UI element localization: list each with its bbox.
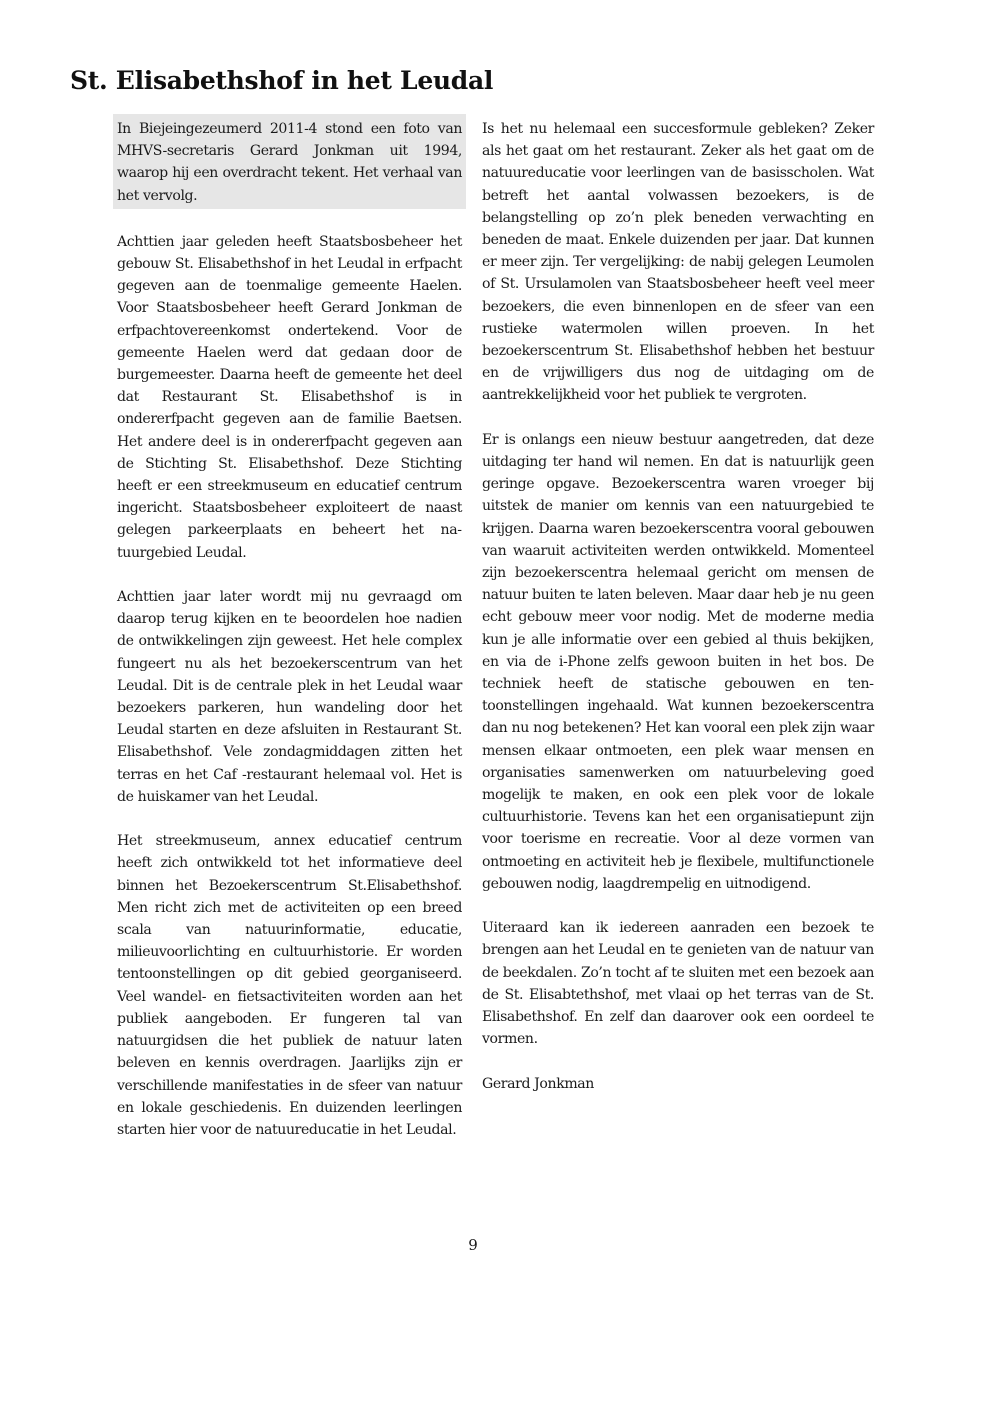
body-paragraph: Achttien jaar later wordt mij nu gevraagd om daarop terug kijken en te beoordelen hoe nadien de ontwikkelingen zijn geweest. Het hele complex fungeert nu als het bezoekerscentrum van het Leudal. Dit is de centrale plek in het Leudal waar bezoekers parkeren, hun wandeling door het Leudal starten en deze afsluiten in Restaurant St. Elisabethshof. Vele zondagmiddagen zitten het terras en het Caf -restaurant helemaal vol. Het is de huiskamer van het Leudal. [117, 589, 462, 805]
body-paragraph: Achttien jaar geleden heeft Staatsbosbeheer het gebouw St. Elisabethshof in het Leudal in erfpacht gegeven aan de toenmalige gemeente Haelen. Voor Staatsbosbeheer heeft Gerard Jonkman de erfpachtovereenkomst ondertekend. Voor de gemeente Haelen werd dat gedaan door de burgemeester. Daarna heeft de gemeente het deel dat Restaurant St. Elisabethshof is in ondererfpacht gegeven aan de familie Baetsen. Het andere deel is in ondererfpacht gegeven aan de Stichting St. Elisabethshof. Deze Stichting heeft er een streekmuseum en educatief centrum ingericht. Staatsbosbeheer exploiteert de naast gelegen parkeerplaats en beheert het natuurgebied Leudal. [117, 233, 462, 561]
body-paragraph: Er is onlangs een nieuw bestuur aangetreden, dat deze uitdaging ter hand wil nemen. En dat is natuurlijk geen geringe opgave. Bezoekerscentra waren vroeger bij uitstek de manier om kennis van een natuurgebied te krijgen. Daarna waren bezoekerscentra vooral gebouwen van waaruit activiteiten werden ontwikkeld. Momenteel zijn bezoekerscentra helemaal gericht om mensen de natuur buiten te laten beleven. Maar daar heb je nu geen echt gebouw meer voor nodig. Met de moderne media kun je alle informatie over een gebied al thuis bekijken, en via de i-Phone zelfs gewoon buiten in het bos. De techniek heeft de statische gebouwen en tentoonstellingen ingehaald. Wat kunnen bezoekerscentra dan nu nog betekenen? Het kan vooral een plek zijn waar mensen elkaar ontmoeten, een plek waar mensen en organisaties samenwerken om natuurbeleving goed mogelijk te maken, en ook een plek voor de lokale cultuurhistorie. Tevens kan het een organisatiepunt zijn voor toerisme en recreatie. Voor al deze vormen van ontmoeting en activiteit heb je flexibele, multifunctionele gebouwen nodig, laagdrempelig en uitnodigend. [482, 431, 874, 892]
article-title: St. Elisabethshof in het Leudal [70, 66, 494, 95]
body-paragraph: Is het nu helemaal een succesformule gebleken? Zeker als het gaat om het restaurant. Zeker als het gaat om de natuureducatie voor leerlingen van de basisscholen. Wat betreft het aantal volwassen bezoekers, is de belangstelling op zo’n plek beneden verwachting en beneden de maat. Enkele duizenden per jaar. Dat kunnen er meer zijn. Ter vergelijking: de nabij gelegen Leumolen of St. Ursulamolen van Staatsbosbeheer heeft veel meer bezoekers, die even binnenlopen en de sfeer van een rustieke watermolen willen proeven. In het bezoekerscentrum St. Elisabethshof hebben het bestuur en de vrijwilligers dus nog de uitdaging om de aantrekkelijkheid voor het publiek te vergroten. [482, 121, 874, 404]
author-signature: Gerard Jonkman [482, 1075, 594, 1092]
body-paragraph: Het streekmuseum, annex educatief centrum heeft zich ontwikkeld tot het informatieve deel binnen het Bezoekerscentrum St.Elisabethshof. Men richt zich met de activiteiten op een breed scala van natuurinformatie, educatie, milieuvoorlichting en cultuurhistorie. Er worden tentoonstellingen op dit gebied georganiseerd. Veel wandel- en fietsactiviteiten worden aan het publiek aangeboden. Er fungeren tal van natuurgidsen die het publiek de natuur laten beleven en kennis overdragen. Jaarlijks zijn er verschillende manifestaties in de sfeer van natuur en lokale geschiedenis. En duizenden leerlingen starten hier voor de natuureducatie in het Leudal. [117, 833, 462, 1138]
page-number: 9 [468, 1236, 478, 1254]
right-column [482, 118, 874, 1117]
intro-paragraph: In Biejeingezeumerd 2011-4 stond een foto van MHVS-secretaris Gerard Jonkman uit 1994, waarop hij een overdracht tekent. Het verhaal van het vervolg. [113, 114, 466, 209]
left-column [117, 118, 462, 1163]
body-paragraph: Uiteraard kan ik iedereen aanraden een bezoek te brengen aan het Leudal en te genieten van de natuur van de beekdalen. Zo’n tocht af te sluiten met een bezoek aan de St. Elisabtethshof, met vlaai op het terras van de St. Elisabethshof. En zelf dan daarover ook een oordeel te vormen. [482, 920, 874, 1048]
